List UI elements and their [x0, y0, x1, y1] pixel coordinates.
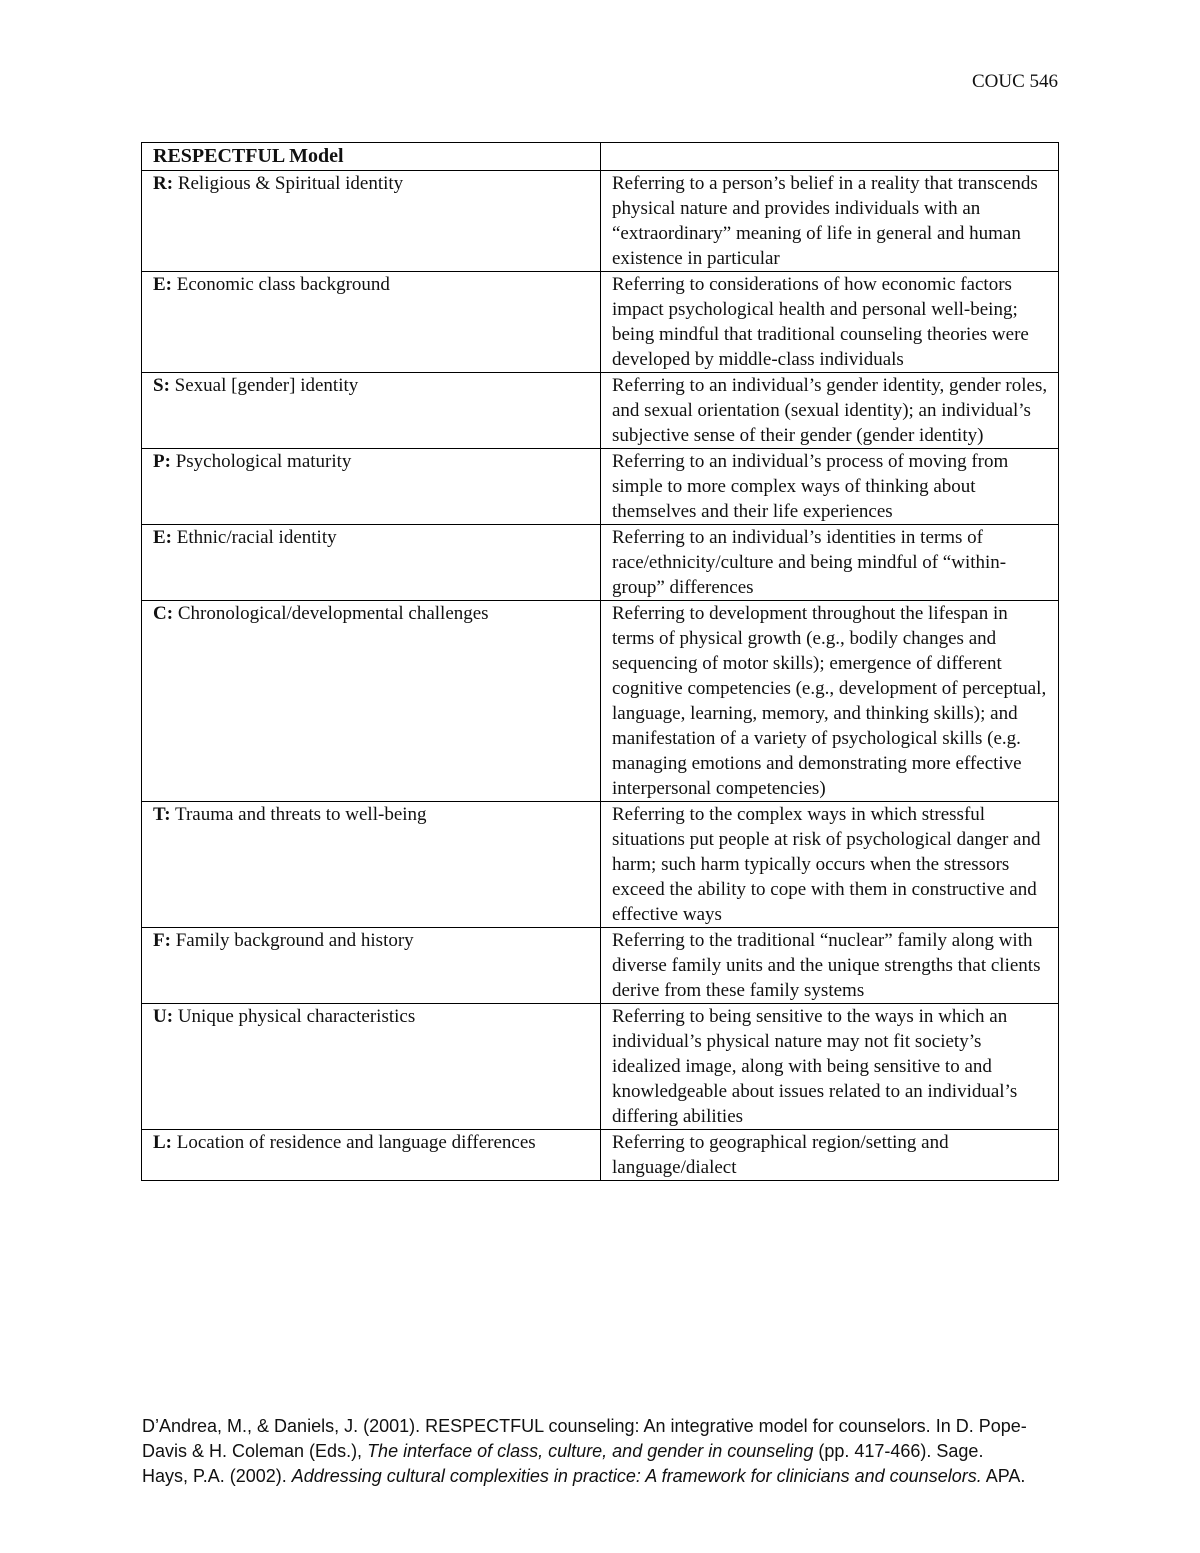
- table-header-row: [142, 143, 1059, 171]
- table-row: [142, 373, 1059, 449]
- row-description: Referring to the traditional “nuclear” family along with diverse family units and the unique strengths that clients derive from these family systems: [601, 928, 1059, 1004]
- row-description: Referring to an individual’s process of moving from simple to more complex ways of thinking about themselves and their life experiences: [601, 449, 1059, 525]
- table-row: [142, 928, 1059, 1004]
- row-description: Referring to the complex ways in which stressful situations put people at risk of psychological danger and harm; such harm typically occurs when the stressors exceed the ability to cope with them in constructive and effective ways: [601, 802, 1059, 928]
- row-description: Referring to geographical region/setting and language/dialect: [601, 1130, 1059, 1181]
- row-label-cell: [142, 449, 601, 525]
- row-description: Referring to being sensitive to the ways in which an individual’s physical nature may not fit society’s idealized image, along with being sensitive to and knowledgeable about issues related to an individual’s differing abilities: [601, 1004, 1059, 1130]
- row-letter: P:: [153, 451, 171, 472]
- row-label-cell: [142, 928, 601, 1004]
- row-label: Unique physical characteristics: [177, 1006, 416, 1027]
- row-letter: R:: [153, 173, 174, 194]
- page-header-course: COUC 546: [971, 71, 1058, 92]
- row-label: Family background and history: [175, 930, 414, 951]
- reference-text: (pp. 417-466). Sage.: [813, 1441, 984, 1461]
- row-label: Chronological/developmental challenges: [177, 603, 489, 624]
- row-letter: U:: [153, 1006, 174, 1027]
- table-row: [142, 802, 1059, 928]
- row-label-cell: [142, 1130, 601, 1181]
- table-title-right: [601, 143, 1059, 171]
- table-row: [142, 171, 1059, 272]
- row-label-cell: [142, 601, 601, 802]
- references-section: [142, 1414, 1062, 1489]
- row-label-cell: [142, 171, 601, 272]
- row-description: Referring to an individual’s identities in terms of race/ethnicity/culture and being mindful of “within-group” differences: [601, 525, 1059, 601]
- row-label: Sexual [gender] identity: [174, 375, 359, 396]
- table-row: [142, 1004, 1059, 1130]
- table-row: [142, 449, 1059, 525]
- row-description: Referring to considerations of how economic factors impact psychological health and personal well-being; being mindful that traditional counseling theories were developed by middle-class individuals: [601, 272, 1059, 373]
- row-label-cell: [142, 1004, 601, 1130]
- reference-text: D’Andrea, M., & Daniels, J. (2001). RESPECTFUL counseling: An integrative model for counselors. In D. Pope-Davis & H. Coleman (Eds.),: [142, 1416, 1027, 1461]
- row-label: Ethnic/racial identity: [176, 527, 337, 548]
- row-letter: S:: [153, 375, 170, 396]
- reference-entry: [142, 1464, 1062, 1489]
- row-description: Referring to development throughout the lifespan in terms of physical growth (e.g., bodily changes and sequencing of motor skills); emergence of different cognitive competencies (e.g., development of perceptual, language, learning, memory, and thinking skills); and manifestation of a variety of psychological skills (e.g. managing emotions and demonstrating more effective interpersonal competencies): [601, 601, 1059, 802]
- reference-title: Addressing cultural complexities in practice: A framework for clinicians and counselors.: [291, 1466, 982, 1486]
- table-row: [142, 1130, 1059, 1181]
- table-title: RESPECTFUL Model: [142, 143, 601, 171]
- row-label: Religious & Spiritual identity: [177, 173, 404, 194]
- reference-entry: [142, 1414, 1062, 1464]
- row-label-cell: [142, 373, 601, 449]
- row-label: Location of residence and language differences: [176, 1132, 536, 1153]
- table-row: [142, 272, 1059, 373]
- reference-text: Hays, P.A. (2002).: [142, 1466, 292, 1486]
- row-letter: F:: [153, 930, 171, 951]
- row-letter: C:: [153, 603, 174, 624]
- row-letter: T:: [153, 804, 171, 825]
- reference-title: The interface of class, culture, and gender in counseling: [367, 1441, 814, 1461]
- row-letter: E:: [153, 274, 172, 295]
- respectful-model-table: [141, 142, 1059, 1181]
- row-label-cell: [142, 525, 601, 601]
- table-row: [142, 525, 1059, 601]
- row-letter: E:: [153, 527, 172, 548]
- row-letter: L:: [153, 1132, 172, 1153]
- row-description: Referring to an individual’s gender identity, gender roles, and sexual orientation (sexual identity); an individual’s subjective sense of their gender (gender identity): [601, 373, 1059, 449]
- row-label: Trauma and threats to well-being: [175, 804, 427, 825]
- row-description: Referring to a person’s belief in a reality that transcends physical nature and provides individuals with an “extraordinary” meaning of life in general and human existence in particular: [601, 171, 1059, 272]
- row-label-cell: [142, 272, 601, 373]
- row-label: Psychological maturity: [175, 451, 352, 472]
- table-row: [142, 601, 1059, 802]
- reference-text: APA.: [981, 1466, 1026, 1486]
- row-label-cell: [142, 802, 601, 928]
- row-label: Economic class background: [176, 274, 390, 295]
